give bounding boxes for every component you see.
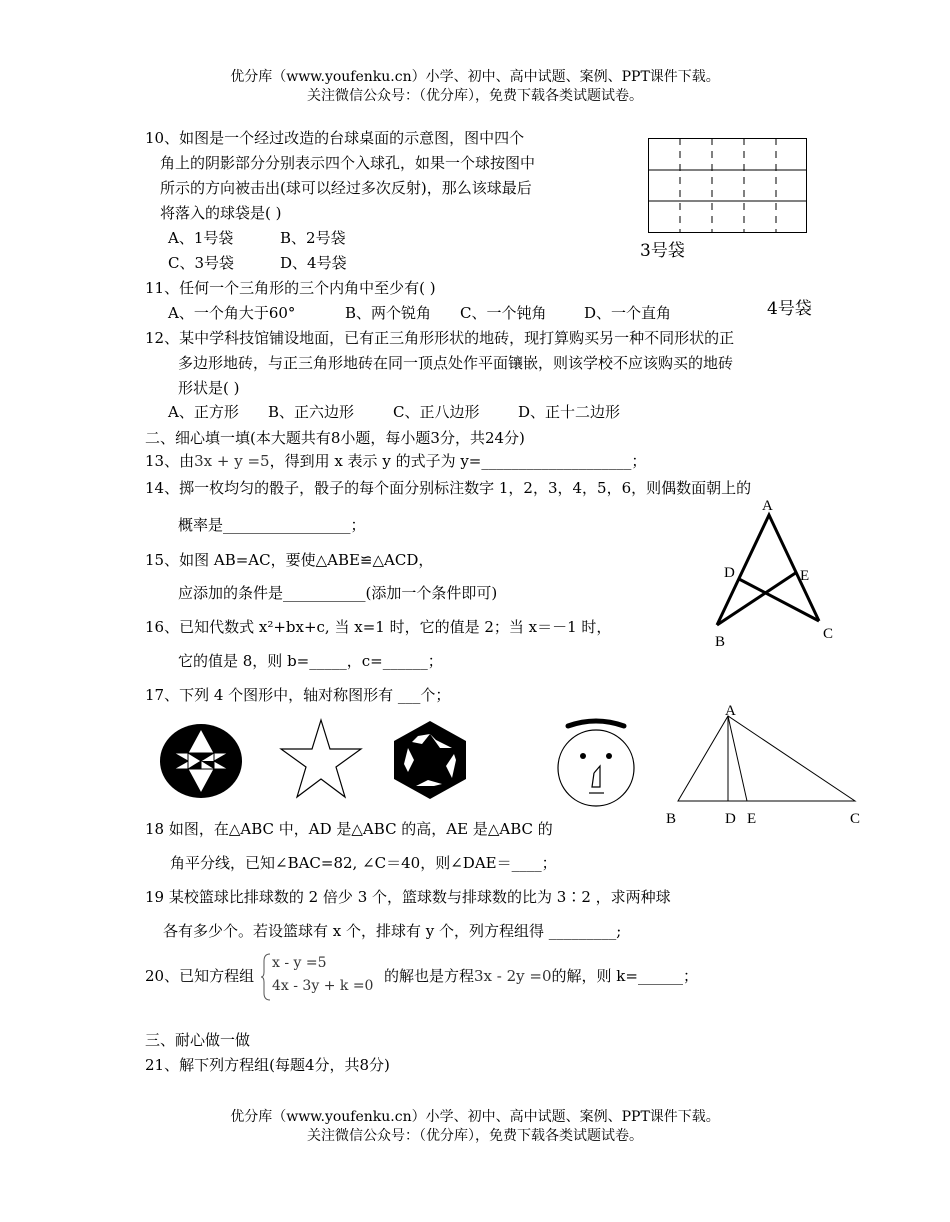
q18-line-1: 18 如图，在△ABC 中，AD 是△ABC 的高，AE 是△ABC 的 (145, 820, 553, 838)
q13 (145, 451, 646, 471)
q17-stem: 17、下列 4 个图形中，轴对称图形有 ___个； (145, 686, 451, 704)
q20-line (384, 966, 698, 986)
q12-option-a: A、正方形 (168, 403, 239, 421)
q19-line-1: 19 某校篮球比排球数的 2 倍少 3 个，篮球数与排球数的比为 3∶2 ，求两种球 (145, 888, 671, 906)
q12-option-d: D、正十二边形 (518, 403, 621, 421)
q10-option-d: D、4号袋 (280, 254, 347, 272)
q12-line-3: 形状是( ) (178, 379, 240, 397)
q17-figure-star-of-david-circle (158, 722, 244, 800)
q12-line-2: 多边形地砖，与正三角形地砖在同一顶点处作平面镶嵌，则该学校不应该购买的地砖 (178, 354, 734, 372)
pocket-4-label: 4号袋 (767, 299, 812, 319)
q12-option-c: C、正八边形 (393, 403, 480, 421)
section-2-heading: 二、细心填一填(本大题共有8小题，每小题3分，共24分) (145, 429, 525, 447)
q18-label-b: B (666, 811, 677, 827)
q11-option-b: B、两个锐角 (345, 304, 432, 322)
q18-triangle-figure (660, 700, 870, 835)
q11-option-c: C、一个钝角 (460, 304, 547, 322)
q10-line-3: 所示的方向被击出(球可以经过多次反射)，那么该球最后 (160, 179, 532, 197)
q10-line-4: 将落入的球袋是( ) (160, 204, 282, 222)
q15-label-e: E (800, 568, 810, 584)
q10-option-a: A、1号袋 (168, 229, 234, 247)
q14-line-1: 14、掷一枚均匀的骰子，骰子的每个面分别标注数字 1，2，3，4，5，6，则偶数面朝上的 (145, 479, 752, 497)
q15-triangle-figure (700, 490, 850, 655)
q17-figure-star (278, 718, 364, 800)
q12-line-1: 12、某中学科技馆铺设地面，已有正三角形形状的地砖，现打算购买另一种不同形状的正 (145, 329, 735, 347)
section-3-heading: 三、耐心做一做 (145, 1031, 251, 1049)
header-line-2: 关注微信公众号：（优分库），免费下载各类试题试卷。 (307, 88, 643, 104)
q18-label-d: D (725, 811, 736, 827)
q18-label-a: A (725, 703, 736, 719)
q14-line-2: 概率是_________________； (178, 516, 366, 534)
q10-line-1: 10、如图是一个经过改造的台球桌面的示意图，图中四个 (145, 129, 525, 147)
q15-label-b: B (715, 634, 726, 650)
header-line-1: 优分库（www.youfenku.cn）小学、初中、高中试题、案例、PPT课件下载。 (230, 69, 720, 85)
q16-line-1: 16、已知代数式 x²+bx+c, 当 x=1 时，它的值是 2；当 x＝－1 时， (145, 618, 612, 636)
q11-option-a: A、一个角大于60° (168, 304, 296, 322)
pocket-3-label: 3号袋 (640, 241, 685, 261)
q15-label-d: D (724, 565, 735, 581)
q10-option-b: B、2号袋 (280, 229, 346, 247)
q11-option-d: D、一个直角 (584, 304, 672, 322)
q15-label-c: C (823, 626, 834, 642)
q10-option-c: C、3号袋 (168, 254, 235, 272)
q21-stem: 21、解下列方程组(每题4分，共8分) (145, 1056, 390, 1074)
q16-line-2: 它的值是 8，则 b=_____，c=______； (178, 652, 443, 670)
q12-option-b: B、正六边形 (268, 403, 355, 421)
q15-line-1: 15、如图 AB=AC，要使△ABE≌△ACD， (145, 551, 434, 569)
q13-equation: 3x + y =5 (194, 452, 270, 470)
q18-label-c: C (850, 811, 861, 827)
q11-stem: 11、任何一个三角形的三个内角中至少有( ) (145, 279, 436, 297)
q13-post: ，得到用 x 表示 y 的式子为 y=____________________； (269, 452, 647, 470)
q18-label-e: E (747, 811, 757, 827)
q17-figure-hexagon-aperture (390, 720, 470, 800)
q20-brace (260, 953, 272, 1001)
q15-line-2: 应添加的条件是___________(添加一个条件即可) (178, 584, 498, 602)
q19-line-2: 各有多少个。若设篮球有 x 个，排球有 y 个，列方程组得 _________; (163, 922, 622, 940)
q17-figure-face (556, 718, 636, 808)
q20-pre: 20、已知方程组 (145, 967, 255, 985)
footer-line-1: 优分库（www.youfenku.cn）小学、初中、高中试题、案例、PPT课件下载。 (230, 1109, 720, 1125)
footer-line-2: 关注微信公众号：（优分库），免费下载各类试题试卷。 (307, 1128, 643, 1144)
q20-equation-3: 3x - 2y =0 (474, 967, 552, 985)
q20-equation-2: 4x - 3y + k =0 (272, 978, 374, 994)
q20-post: 的解，则 k=______； (551, 967, 698, 985)
q10-line-2: 角上的阴影部分分别表示四个入球孔，如果一个球按图中 (160, 154, 536, 172)
q20-equation-1: x - y =5 (272, 955, 327, 971)
q18-line-2: 角平分线，已知∠BAC=82, ∠C＝40，则∠DAE＝____； (170, 854, 557, 872)
q15-label-a: A (762, 498, 773, 514)
billiard-table-figure (648, 138, 808, 234)
q20-mid: 的解也是方程 (384, 967, 475, 985)
q13-pre: 13、由 (145, 452, 195, 470)
